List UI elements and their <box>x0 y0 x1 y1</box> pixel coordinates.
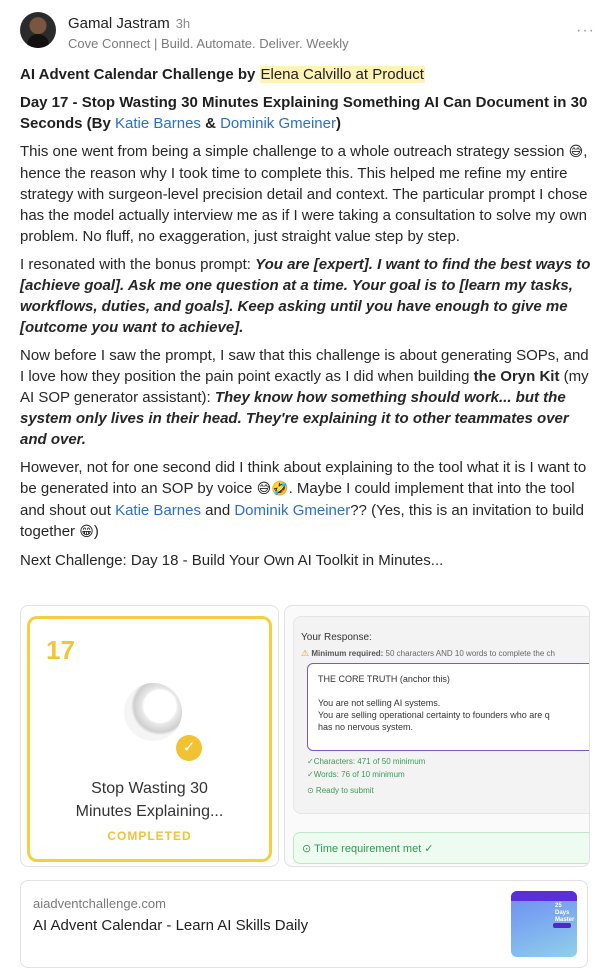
more-options-icon[interactable]: ··· <box>576 22 595 39</box>
grin-emoji: 😁 <box>79 524 94 540</box>
response-line-4: has no nervous system. <box>318 722 414 732</box>
paragraph-4 <box>20 457 592 543</box>
link-domain: aiadventchallenge.com <box>33 896 166 911</box>
day-number: 17 <box>46 635 75 665</box>
group-name[interactable]: Cove Connect | Build. Automate. Deliver. Weekly <box>68 36 349 51</box>
paragraph-2 <box>20 254 592 338</box>
oryn-kit: the Oryn Kit <box>473 368 560 385</box>
post-title <box>20 64 592 86</box>
p3-text-b: (my AI SOP generator assistant): <box>20 368 589 406</box>
p4-text-b: . Maybe I could implement that into the tool and shout out <box>20 480 575 519</box>
challenge-title-line1: Stop Wasting 30 <box>91 780 208 797</box>
paragraph-5: Next Challenge: Day 18 - Build Your Own AI Toolkit in Minutes... <box>20 552 444 569</box>
warning-icon: ⚠ <box>301 648 310 658</box>
mention-katie-barnes-2[interactable]: Katie Barnes <box>115 502 201 519</box>
paragraph-3 <box>20 345 592 450</box>
post-header <box>20 12 595 52</box>
response-line-3: You are selling operational certainty to founders who are q <box>318 710 550 720</box>
minimum-required-note <box>301 648 555 659</box>
challenge-title <box>30 777 269 823</box>
highlighted-mention[interactable]: Elena Calvillo at Product <box>260 66 424 83</box>
mention-dominik-gmeiner[interactable]: Dominik Gmeiner <box>220 115 336 132</box>
response-line-1: THE CORE TRUTH (anchor this) <box>318 674 450 684</box>
ready-status: ⊙ Ready to submit <box>307 786 374 795</box>
response-line-2: You are not selling AI systems. <box>318 698 441 708</box>
p4-text-a: However, not for one second did I think about explaining to the tool what it is I want to be generated into an SOP by voice <box>20 459 587 497</box>
title-prefix: AI Advent Calendar Challenge by <box>20 66 260 83</box>
p4-text-c: ?? (Yes, this is an invitation to build together <box>20 502 584 540</box>
subtitle-suffix: ) <box>335 115 341 132</box>
moon-icon <box>124 683 182 741</box>
thumbnail-text <box>555 903 577 924</box>
characters-count: ✓Characters: 471 of 50 minimum <box>307 757 426 766</box>
bonus-prompt: You are [expert]. I want to find the best ways to [achieve goal]. Ask me one question at a time. Your goal is to [learn my tasks, workflows, duties, and goals]. Keep asking until you have enough to give me [outcome you want to achieve]. <box>20 256 591 336</box>
attachment-image-completed[interactable] <box>20 605 279 867</box>
p4-text-d: ) <box>93 523 99 540</box>
attachment-image-response[interactable] <box>284 605 590 867</box>
thumbnail-line-1: 25 Days <box>555 903 570 916</box>
post-time: 3h <box>175 16 191 31</box>
challenge-title-line2: Minutes Explaining... <box>75 803 224 820</box>
words-count: ✓Words: 76 of 10 minimum <box>307 770 405 779</box>
link-thumbnail <box>511 891 577 957</box>
p2-text: I resonated with the bonus prompt: <box>20 256 256 273</box>
link-preview-card[interactable] <box>20 880 588 968</box>
response-label: Your Response: <box>301 632 372 643</box>
subtitle-text: Day 17 - Stop Wasting 30 Minutes Explaining Something AI Can Document in 30 Seconds (By <box>20 94 588 132</box>
response-gap <box>318 685 590 697</box>
p1-text-b: , hence the reason why I took time to complete this. This helped me refine my entire strategy with surgeon-level precision detail and context. The particular prompt I chose has the model actually interview me as if I were taking a consultation to solve my own problem. No fluff, no exaggeration, just straight value step by step. <box>20 143 588 245</box>
sweat-smile-emoji: 😅 <box>568 144 584 160</box>
min-required-label: Minimum required: <box>311 649 384 658</box>
mention-katie-barnes[interactable]: Katie Barnes <box>115 115 201 132</box>
paragraph-1 <box>20 141 592 247</box>
p3-text-a: Now before I saw the prompt, I saw that this challenge is about generating SOPs, and I love how they position the pain point exactly as I did when building <box>20 347 589 385</box>
laugh-emoji: 😅🤣 <box>256 481 289 497</box>
p1-text-a: This one went from being a simple challenge to a whole outreach strategy session <box>20 143 569 160</box>
post-body <box>20 64 592 571</box>
author-name[interactable]: Gamal Jastram <box>68 15 170 32</box>
thumbnail-line-2: Master <box>555 917 575 923</box>
p4-and: and <box>200 502 235 519</box>
completed-badge: COMPLETED <box>107 829 192 843</box>
challenge-card <box>27 616 272 862</box>
mention-dominik-gmeiner-2[interactable]: Dominik Gmeiner <box>234 502 351 519</box>
subtitle-amp: & <box>200 115 221 132</box>
thumbnail-button-shape <box>553 923 571 928</box>
pain-point-quote: They know how something should work... but the system only lives in their head. They're explaining it to other teammates over and over. <box>20 389 569 448</box>
post-subtitle <box>20 92 592 134</box>
response-textarea <box>307 663 590 751</box>
avatar[interactable] <box>20 12 56 48</box>
time-requirement-badge: ⊙ Time requirement met ✓ <box>293 832 590 864</box>
min-required-text: 50 characters AND 10 words to complete the ch <box>383 649 555 658</box>
check-icon: ✓ <box>176 735 202 761</box>
link-title[interactable]: AI Advent Calendar - Learn AI Skills Daily <box>33 917 309 934</box>
author-line <box>68 15 190 32</box>
